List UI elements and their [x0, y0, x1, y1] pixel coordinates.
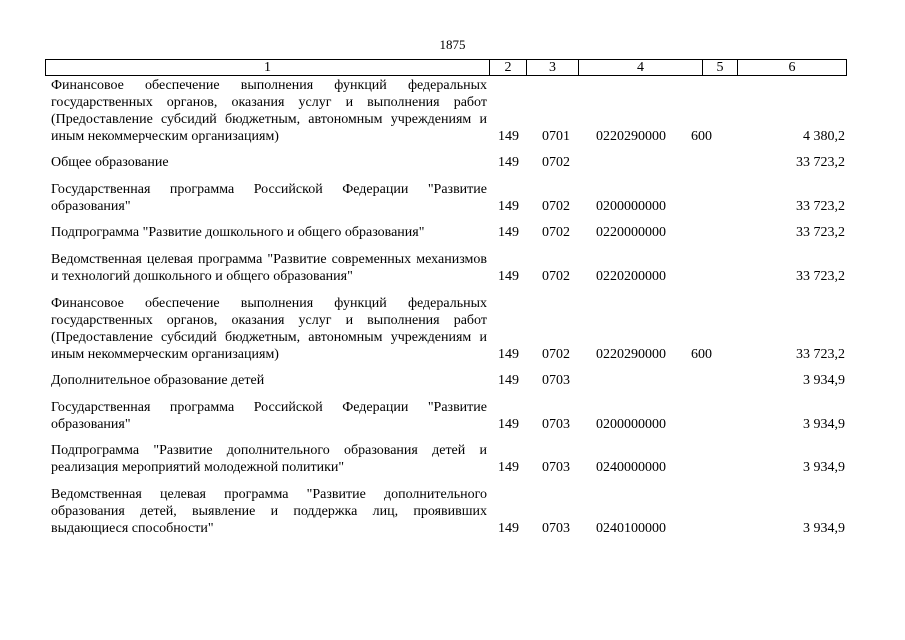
table-row	[0, 251, 905, 285]
row-description: Государственная программа Российской Федерации "Развитие образования"	[51, 182, 487, 214]
cell-section: 0701	[542, 129, 570, 144]
cell-target-article: 0220290000	[596, 129, 666, 144]
row-description: Государственная программа Российской Федерации "Развитие образования"	[51, 400, 487, 432]
row-description: Финансовое обеспечение выполнения функций федеральных государственных органов, оказания услуг и выполнения работ (Предоставление субсидий бюджетным, автономным учреждениям и иным некоммерческим организациям)	[51, 78, 487, 144]
cell-section: 0703	[542, 417, 570, 432]
cell-section: 0703	[542, 373, 570, 388]
row-description: Общее образование	[51, 155, 169, 170]
row-description: Подпрограмма "Развитие дошкольного и общего образования"	[51, 225, 425, 240]
header-col-2: 2	[490, 60, 527, 75]
header-col-1: 1	[46, 60, 490, 75]
row-description: Дополнительное образование детей	[51, 373, 265, 388]
table-row	[0, 486, 905, 537]
cell-ved: 149	[498, 417, 519, 432]
cell-amount: 33 723,2	[796, 225, 845, 240]
cell-amount: 33 723,2	[796, 155, 845, 170]
table-row	[0, 224, 905, 241]
cell-target-article: 0240000000	[596, 460, 666, 475]
cell-amount: 4 380,2	[803, 129, 845, 144]
row-description: Финансовое обеспечение выполнения функций федеральных государственных органов, оказания услуг и выполнения работ (Предоставление субсидий бюджетным, автономным учреждениям и иным некоммерческим организациям)	[51, 296, 487, 362]
cell-amount: 3 934,9	[803, 521, 845, 536]
cell-ved: 149	[498, 269, 519, 284]
cell-ved: 149	[498, 521, 519, 536]
cell-expense-type: 600	[691, 347, 712, 362]
header-col-6: 6	[788, 60, 796, 75]
cell-amount: 3 934,9	[803, 460, 845, 475]
table-row	[0, 295, 905, 363]
cell-section: 0702	[542, 347, 570, 362]
cell-target-article: 0240100000	[596, 521, 666, 536]
cell-ved: 149	[498, 373, 519, 388]
cell-section: 0702	[542, 269, 570, 284]
header-col-4: 4	[579, 60, 703, 75]
table-row	[0, 154, 905, 171]
cell-amount: 33 723,2	[796, 199, 845, 214]
header-col-5: 5	[703, 60, 738, 75]
cell-ved: 149	[498, 347, 519, 362]
cell-target-article: 0200000000	[596, 417, 666, 432]
page-number: 1875	[439, 37, 466, 52]
cell-ved: 149	[498, 460, 519, 475]
cell-section: 0702	[542, 199, 570, 214]
cell-section: 0702	[542, 155, 570, 170]
cell-ved: 149	[498, 129, 519, 144]
row-description: Ведомственная целевая программа "Развитие дополнительного образования детей, выявление и поддержка лиц, проявивших выдающиеся способности"	[51, 487, 487, 536]
cell-ved: 149	[498, 199, 519, 214]
table-row	[0, 77, 905, 145]
cell-section: 0702	[542, 225, 570, 240]
table-row	[0, 399, 905, 433]
cell-target-article: 0220200000	[596, 269, 666, 284]
cell-amount: 3 934,9	[803, 373, 845, 388]
row-description: Ведомственная целевая программа "Развитие современных механизмов и технологий дошкольного и общего образования"	[51, 252, 487, 284]
table-row	[0, 181, 905, 215]
cell-target-article: 0220000000	[596, 225, 666, 240]
table-row	[0, 372, 905, 389]
cell-section: 0703	[542, 460, 570, 475]
table-header	[45, 59, 847, 76]
cell-target-article: 0220290000	[596, 347, 666, 362]
cell-expense-type: 600	[691, 129, 712, 144]
header-col-3: 3	[527, 60, 579, 75]
cell-ved: 149	[498, 225, 519, 240]
cell-ved: 149	[498, 155, 519, 170]
cell-amount: 3 934,9	[803, 417, 845, 432]
table-row	[0, 442, 905, 476]
cell-target-article: 0200000000	[596, 199, 666, 214]
row-description: Подпрограмма "Развитие дополнительного образования детей и реализация мероприятий молодежной политики"	[51, 443, 487, 475]
cell-amount: 33 723,2	[796, 269, 845, 284]
cell-section: 0703	[542, 521, 570, 536]
cell-amount: 33 723,2	[796, 347, 845, 362]
